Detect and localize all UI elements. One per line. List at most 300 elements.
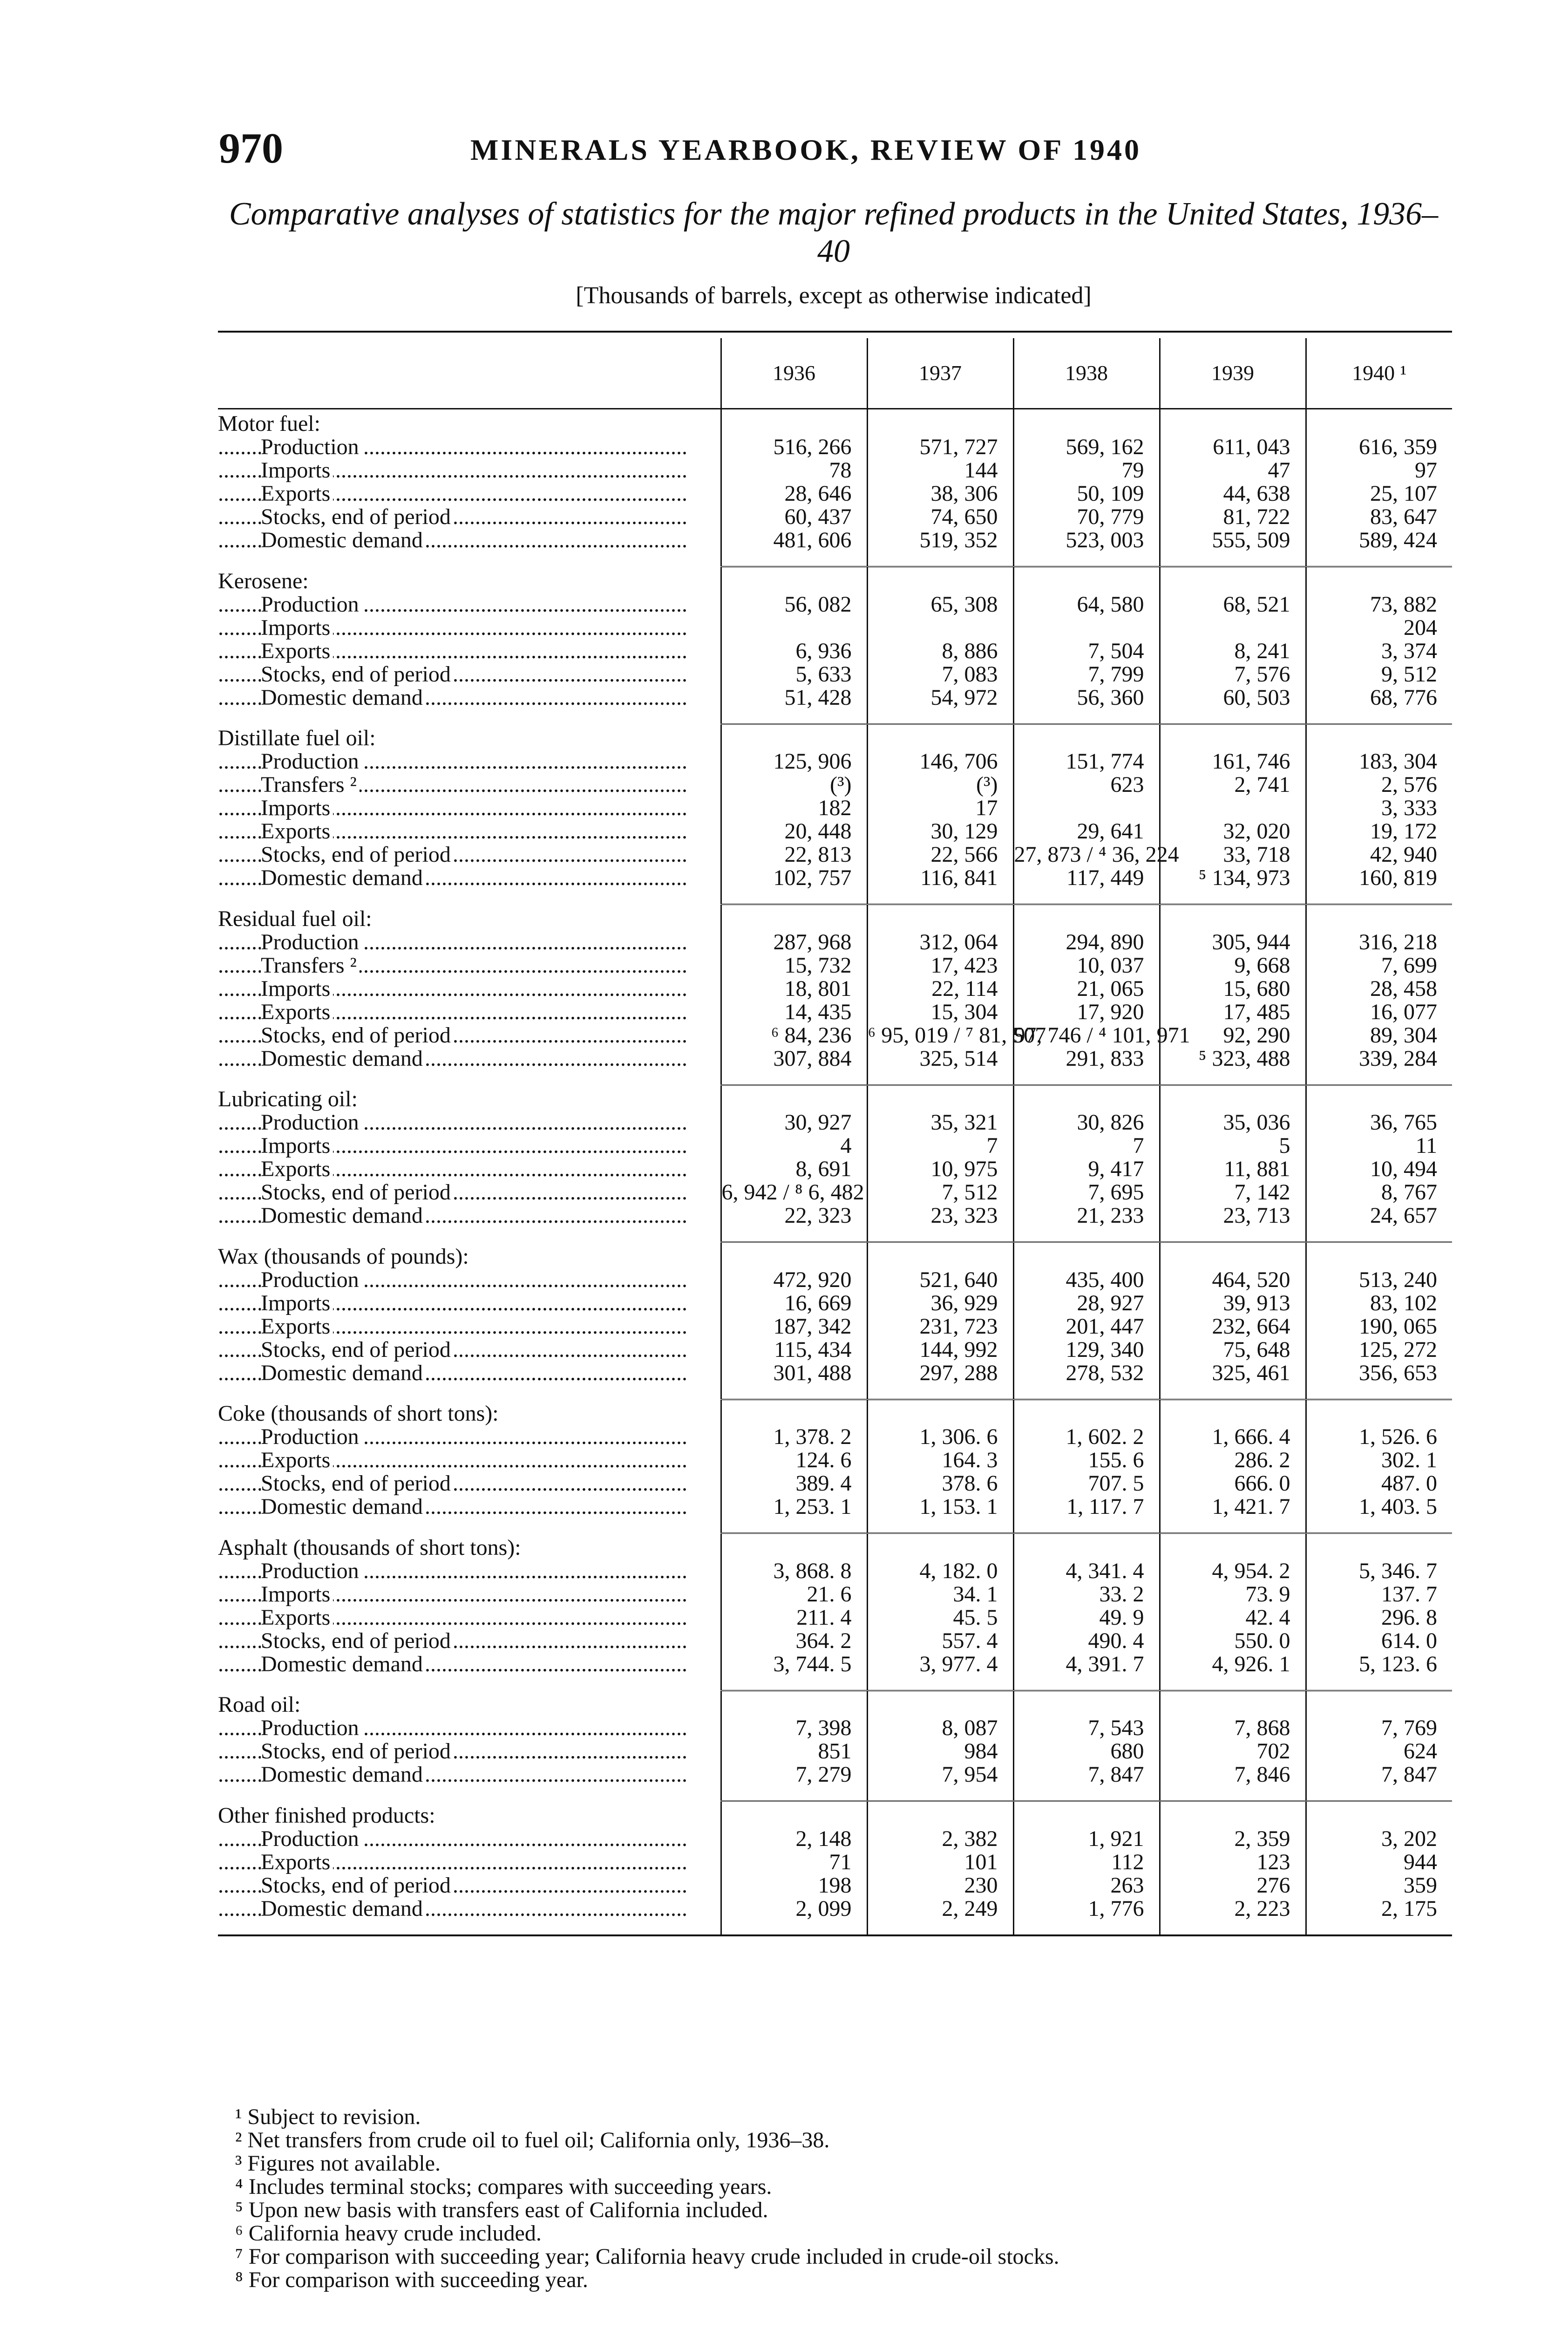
table-cell-value: 7	[867, 1134, 1013, 1158]
running-title: MINERALS YEARBOOK, REVIEW OF 1940	[470, 133, 1141, 166]
table-cell-value: 1, 602. 2	[1013, 1425, 1160, 1449]
table-cell-value	[867, 1242, 1013, 1268]
table-cell-value: 232, 664	[1160, 1315, 1306, 1338]
table-cell-value: 30, 826	[1013, 1111, 1160, 1134]
table-cell-value: 5, 123. 6	[1306, 1653, 1452, 1676]
row-label: Domestic demand	[261, 686, 426, 709]
row-label: Domestic demand	[261, 1204, 426, 1227]
table-cell-value: 472, 920	[721, 1268, 867, 1292]
table-row	[218, 1425, 1452, 1449]
table-cell-value: 36, 929	[867, 1292, 1013, 1315]
table-cell-value: 702	[1160, 1740, 1306, 1763]
table-cell-value: 24, 657	[1306, 1204, 1452, 1227]
table-cell-value	[867, 552, 1013, 567]
table-cell-value: 297, 288	[867, 1362, 1013, 1385]
table-cell-value	[1306, 1399, 1452, 1425]
table-cell-value: 1, 306. 6	[867, 1425, 1013, 1449]
table-cell-value: 623	[1013, 773, 1160, 797]
table-cell-value	[1160, 1533, 1306, 1559]
table-cell-value: 5, 633	[721, 663, 867, 686]
table-cell-value: 1, 666. 4	[1160, 1425, 1306, 1449]
row-label: Stocks, end of period	[261, 1024, 454, 1047]
table-cell-value: 7, 954	[867, 1763, 1013, 1786]
table-row	[218, 1024, 1452, 1047]
table-cell-value: 1, 117. 7	[1013, 1495, 1160, 1519]
table-cell-value: 183, 304	[1306, 750, 1452, 773]
table-cell-value: 38, 306	[867, 482, 1013, 505]
table-cell-value: 316, 218	[1306, 931, 1452, 954]
table-cell-value: 2, 249	[867, 1897, 1013, 1920]
table-cell-value: 137. 7	[1306, 1583, 1452, 1606]
table-cell-value: 4, 954. 2	[1160, 1559, 1306, 1583]
row-label: Exports	[261, 1851, 333, 1874]
table-cell-value	[867, 724, 1013, 750]
table-cell-value	[867, 709, 1013, 724]
table-cell-value: 22, 813	[721, 843, 867, 866]
footnote: ⁸ For comparison with succeeding year.	[235, 2268, 588, 2292]
table-cell-value	[721, 1242, 867, 1268]
table-cell-value: 3, 868. 8	[721, 1559, 867, 1583]
table-cell-value	[721, 1533, 867, 1559]
table-cell-value	[721, 1399, 867, 1425]
row-label: Imports	[261, 616, 333, 640]
row-label: Stocks, end of period	[261, 663, 454, 686]
table-cell-value: 16, 077	[1306, 1001, 1452, 1024]
table-cell-value: 97, 746 / ⁴ 101, 971	[1014, 1022, 1190, 1048]
table-row	[218, 1338, 1452, 1362]
footnotes	[235, 2105, 1446, 2292]
table-cell-value	[1160, 552, 1306, 567]
table-cell-value: 3, 744. 5	[721, 1653, 867, 1676]
footnote: ⁶ California heavy crude included.	[235, 2221, 542, 2246]
table-cell-value	[1160, 1242, 1306, 1268]
table-cell-value: 68, 521	[1160, 593, 1306, 616]
table-cell-value: 7, 769	[1306, 1716, 1452, 1740]
section-heading-row	[218, 905, 1452, 931]
table-cell-value: 307, 884	[721, 1047, 867, 1070]
table-cell-value: 75, 648	[1160, 1338, 1306, 1362]
table-row	[218, 1134, 1452, 1158]
table-cell-value	[721, 905, 867, 931]
table-cell-value: 124. 6	[721, 1449, 867, 1472]
table-row	[218, 1716, 1452, 1740]
table-cell-value	[867, 1801, 1013, 1827]
table-cell-value	[1306, 1920, 1452, 1935]
table-cell-value	[1160, 797, 1306, 820]
table-row	[218, 593, 1452, 616]
table-cell-value: 42, 940	[1306, 843, 1452, 866]
table-cell-value: 2, 223	[1160, 1897, 1306, 1920]
column-header-year: 1937	[867, 338, 1013, 409]
table-row	[218, 1362, 1452, 1385]
table-cell-value: 201, 447	[1013, 1315, 1160, 1338]
table-cell-value: 21, 065	[1013, 977, 1160, 1001]
table-row	[218, 529, 1452, 552]
table-cell-value: 680	[1013, 1740, 1160, 1763]
table-row	[218, 1495, 1452, 1519]
table-cell-value	[867, 1519, 1013, 1533]
table-cell-value: 73. 9	[1160, 1583, 1306, 1606]
table-cell-value: 102, 757	[721, 866, 867, 890]
table-cell-value	[1013, 1801, 1160, 1827]
table-cell-value: 144	[867, 459, 1013, 482]
table-cell-value: 21, 233	[1013, 1204, 1160, 1227]
table-row	[218, 1181, 1452, 1204]
row-label: Stocks, end of period	[261, 1629, 454, 1653]
row-label: Exports	[261, 1001, 333, 1024]
section-heading: Motor fuel:	[218, 411, 320, 436]
row-label: Domestic demand	[261, 1897, 426, 1920]
row-label: Transfers ²	[261, 773, 360, 797]
table-cell-value	[1160, 1801, 1306, 1827]
table-cell-value: 33, 718	[1160, 843, 1306, 866]
table-cell-value: 44, 638	[1160, 482, 1306, 505]
table-cell-value: 30, 129	[867, 820, 1013, 843]
table-cell-value: 65, 308	[867, 593, 1013, 616]
table-cell-value: 490. 4	[1013, 1629, 1160, 1653]
table-cell-value	[1306, 1786, 1452, 1801]
table-cell-value: 198	[721, 1874, 867, 1897]
table-cell-value	[867, 1533, 1013, 1559]
table-cell-value	[1306, 890, 1452, 905]
table-cell-value: 230	[867, 1874, 1013, 1897]
table-cell-value: 7, 576	[1160, 663, 1306, 686]
table-cell-value: 464, 520	[1160, 1268, 1306, 1292]
table-cell-value: 984	[867, 1740, 1013, 1763]
table-cell-value	[1306, 905, 1452, 931]
table-cell-value	[1013, 1085, 1160, 1111]
table-cell-value: 83, 102	[1306, 1292, 1452, 1315]
table-cell-value: 19, 172	[1306, 820, 1452, 843]
table-cell-value	[721, 552, 867, 567]
table-cell-value: 9, 417	[1013, 1158, 1160, 1181]
table-cell-value: 4, 926. 1	[1160, 1653, 1306, 1676]
table-cell-value	[1013, 616, 1160, 640]
table-row	[218, 505, 1452, 529]
table-row	[218, 1315, 1452, 1338]
section-heading: Lubricating oil:	[218, 1087, 358, 1111]
table-cell-value	[721, 1786, 867, 1801]
table-cell-value: 56, 360	[1013, 686, 1160, 709]
table-cell-value: 278, 532	[1013, 1362, 1160, 1385]
table-row	[218, 977, 1452, 1001]
table-row	[218, 750, 1452, 773]
table-row	[218, 616, 1452, 640]
table-cell-value: 589, 424	[1306, 529, 1452, 552]
table-cell-value: 112	[1013, 1851, 1160, 1874]
table-cell-value	[1160, 1085, 1306, 1111]
table-cell-value: 569, 162	[1013, 436, 1160, 459]
table-cell-value: 9, 512	[1306, 663, 1452, 686]
row-label: Domestic demand	[261, 1495, 426, 1519]
section-heading-row	[218, 1533, 1452, 1559]
table-cell-value: 164. 3	[867, 1449, 1013, 1472]
footnote: ⁴ Includes terminal stocks; compares with succeeding years.	[235, 2174, 772, 2199]
table-cell-value: 79	[1013, 459, 1160, 482]
table-cell-value: 614. 0	[1306, 1629, 1452, 1653]
table-cell-value: 29, 641	[1013, 820, 1160, 843]
table-cell-value	[867, 567, 1013, 593]
table-cell-value: 144, 992	[867, 1338, 1013, 1362]
section-heading: Road oil:	[218, 1692, 301, 1716]
table-cell-value	[867, 409, 1013, 436]
table-cell-value: 7, 083	[867, 663, 1013, 686]
table-cell-value: 7, 868	[1160, 1716, 1306, 1740]
table-cell-value: 301, 488	[721, 1362, 867, 1385]
table-cell-value: 296. 8	[1306, 1606, 1452, 1629]
row-label: Stocks, end of period	[261, 1874, 454, 1897]
section-heading-row	[218, 1690, 1452, 1716]
table-cell-value: 15, 304	[867, 1001, 1013, 1024]
table-row	[218, 843, 1452, 866]
table-cell-value: 51, 428	[721, 686, 867, 709]
table-cell-value: 8, 087	[867, 1716, 1013, 1740]
table-cell-value: 7	[1013, 1134, 1160, 1158]
section-heading: Kerosene:	[218, 568, 309, 593]
table-cell-value: 276	[1160, 1874, 1306, 1897]
table-cell-value: 263	[1013, 1874, 1160, 1897]
table-cell-value	[1013, 1227, 1160, 1242]
table-cell-value: 286. 2	[1160, 1449, 1306, 1472]
table-cell-value	[721, 724, 867, 750]
row-label: Stocks, end of period	[261, 1338, 454, 1362]
table-cell-value	[867, 1227, 1013, 1242]
table-cell-value: 4, 391. 7	[1013, 1653, 1160, 1676]
table-cell-value: 161, 746	[1160, 750, 1306, 773]
table-cell-value: 190, 065	[1306, 1315, 1452, 1338]
table-row	[218, 1472, 1452, 1495]
table-cell-value	[1013, 409, 1160, 436]
table-row	[218, 686, 1452, 709]
table-cell-value: 312, 064	[867, 931, 1013, 954]
table-cell-value: 8, 886	[867, 640, 1013, 663]
table-cell-value: 325, 514	[867, 1047, 1013, 1070]
table-cell-value: 42. 4	[1160, 1606, 1306, 1629]
table-cell-value	[721, 1920, 867, 1935]
table-cell-value: 47	[1160, 459, 1306, 482]
table-cell-value	[721, 1801, 867, 1827]
table-cell-value	[1306, 724, 1452, 750]
table-cell-value: ⁵ 134, 973	[1160, 866, 1306, 890]
row-label: Production	[261, 436, 362, 459]
table-cell-value: 89, 304	[1306, 1024, 1452, 1047]
row-label: Domestic demand	[261, 1362, 426, 1385]
table-cell-value: 616, 359	[1306, 436, 1452, 459]
table-row	[218, 1897, 1452, 1920]
table-cell-value: 364. 2	[721, 1629, 867, 1653]
table-cell-value: 516, 266	[721, 436, 867, 459]
table-cell-value	[1306, 1801, 1452, 1827]
table-cell-value	[1306, 1385, 1452, 1400]
page-header	[219, 123, 1448, 184]
table-cell-value: 116, 841	[867, 866, 1013, 890]
table-cell-value: 523, 003	[1013, 529, 1160, 552]
table-cell-value	[1306, 1085, 1452, 1111]
table-cell-value: 182	[721, 797, 867, 820]
table-cell-value: 129, 340	[1013, 1338, 1160, 1362]
table-cell-value: 27, 873 / ⁴ 36, 224	[1014, 842, 1179, 867]
table-row	[218, 1001, 1452, 1024]
table-cell-value: 7, 847	[1306, 1763, 1452, 1786]
row-label: Imports	[261, 977, 333, 1001]
section-heading-row	[218, 567, 1452, 593]
table-cell-value: 11, 881	[1160, 1158, 1306, 1181]
table-cell-value: 339, 284	[1306, 1047, 1452, 1070]
row-label: Production	[261, 1425, 362, 1449]
footnote: ⁷ For comparison with succeeding year; California heavy crude included in crude-oil stocks.	[235, 2244, 1059, 2269]
table-cell-value: 7, 142	[1160, 1181, 1306, 1204]
table-cell-value: 151, 774	[1013, 750, 1160, 773]
table-cell-value	[1160, 1385, 1306, 1400]
row-label: Production	[261, 593, 362, 616]
row-label: Exports	[261, 820, 333, 843]
table-cell-value: 155. 6	[1013, 1449, 1160, 1472]
table-cell-value: 1, 403. 5	[1306, 1495, 1452, 1519]
section-heading-row	[218, 409, 1452, 436]
table-cell-value: 22, 114	[867, 977, 1013, 1001]
table-row	[218, 640, 1452, 663]
table-cell-value: 1, 526. 6	[1306, 1425, 1452, 1449]
table-row	[218, 797, 1452, 820]
table-cell-value: 20, 448	[721, 820, 867, 843]
table-cell-value: 23, 323	[867, 1204, 1013, 1227]
table-cell-value: 555, 509	[1160, 529, 1306, 552]
row-label: Stocks, end of period	[261, 843, 454, 866]
table-cell-value: 7, 279	[721, 1763, 867, 1786]
table-cell-value: 10, 494	[1306, 1158, 1452, 1181]
table-cell-value	[1160, 1786, 1306, 1801]
table-cell-value: 5, 346. 7	[1306, 1559, 1452, 1583]
table-cell-value: 2, 741	[1160, 773, 1306, 797]
row-label: Imports	[261, 1292, 333, 1315]
table-cell-value	[867, 1070, 1013, 1085]
table-cell-value: (³)	[721, 773, 867, 797]
row-label: Production	[261, 1111, 362, 1134]
table-cell-value: 15, 680	[1160, 977, 1306, 1001]
table-cell-value: 294, 890	[1013, 931, 1160, 954]
row-label: Exports	[261, 640, 333, 663]
table-cell-value	[1160, 1519, 1306, 1533]
table-cell-value: 7, 504	[1013, 640, 1160, 663]
row-label: Stocks, end of period	[261, 1472, 454, 1495]
table-cell-value: 81, 722	[1160, 505, 1306, 529]
table-cell-value	[721, 1385, 867, 1400]
table-cell-value: 6, 942 / ⁸ 6, 482	[721, 1181, 867, 1204]
table-cell-value: 7, 398	[721, 1716, 867, 1740]
table-cell-value: 45. 5	[867, 1606, 1013, 1629]
table-cell-value: 513, 240	[1306, 1268, 1452, 1292]
table-cell-value: 35, 321	[867, 1111, 1013, 1134]
table-cell-value: 389. 4	[721, 1472, 867, 1495]
table-cell-value: 2, 382	[867, 1827, 1013, 1851]
table-cell-value: 550. 0	[1160, 1629, 1306, 1653]
table-row	[218, 1606, 1452, 1629]
table-cell-value: 160, 819	[1306, 866, 1452, 890]
table-cell-value: 7, 512	[867, 1181, 1013, 1204]
row-label: Transfers ²	[261, 954, 360, 977]
table-cell-value: 117, 449	[1013, 866, 1160, 890]
table-row	[218, 1292, 1452, 1315]
table-cell-value: 4, 341. 4	[1013, 1559, 1160, 1583]
table-cell-value: 291, 833	[1013, 1047, 1160, 1070]
table-cell-value: 521, 640	[867, 1268, 1013, 1292]
table-cell-value: 7, 847	[1013, 1763, 1160, 1786]
table-row	[218, 459, 1452, 482]
table-cell-value	[867, 1920, 1013, 1935]
table-cell-value: 68, 776	[1306, 686, 1452, 709]
table-row	[218, 1158, 1452, 1181]
table-cell-value: 435, 400	[1013, 1268, 1160, 1292]
table-cell-value: 7, 543	[1013, 1716, 1160, 1740]
table-cell-value: 325, 461	[1160, 1362, 1306, 1385]
table-cell-value: 101	[867, 1851, 1013, 1874]
table-row	[218, 820, 1452, 843]
column-header-year: 1940 ¹	[1306, 338, 1452, 409]
table-cell-value: 611, 043	[1160, 436, 1306, 459]
table-cell-value: 146, 706	[867, 750, 1013, 773]
table-cell-value	[867, 616, 1013, 640]
table-row	[218, 1827, 1452, 1851]
table-cell-value: 2, 576	[1306, 773, 1452, 797]
table-cell-value: 115, 434	[721, 1338, 867, 1362]
table-row	[218, 1740, 1452, 1763]
table-cell-value: 211. 4	[721, 1606, 867, 1629]
table-cell-value	[1013, 797, 1160, 820]
table-cell-value: 378. 6	[867, 1472, 1013, 1495]
table-cell-value	[721, 567, 867, 593]
section-heading: Asphalt (thousands of short tons):	[218, 1535, 521, 1559]
table-cell-value: 487. 0	[1306, 1472, 1452, 1495]
row-label: Exports	[261, 482, 333, 505]
table-cell-value: 624	[1306, 1740, 1452, 1763]
table-cell-value: 125, 906	[721, 750, 867, 773]
section-heading: Residual fuel oil:	[218, 906, 372, 931]
table-cell-value	[1160, 709, 1306, 724]
table-cell-value: 35, 036	[1160, 1111, 1306, 1134]
table-cell-value: 7, 846	[1160, 1763, 1306, 1786]
table-row	[218, 931, 1452, 954]
table-cell-value	[1160, 724, 1306, 750]
table-cell-value: 481, 606	[721, 529, 867, 552]
table-cell-value	[721, 709, 867, 724]
table-cell-value: 8, 241	[1160, 640, 1306, 663]
row-label: Exports	[261, 1449, 333, 1472]
page-number: 970	[219, 124, 283, 172]
row-label: Production	[261, 931, 362, 954]
table-cell-value	[721, 890, 867, 905]
table-cell-value: 3, 374	[1306, 640, 1452, 663]
table-cell-value: 39, 913	[1160, 1292, 1306, 1315]
table-row	[218, 436, 1452, 459]
table-cell-value: 30, 927	[721, 1111, 867, 1134]
table-cell-value: 22, 323	[721, 1204, 867, 1227]
table-cell-value: 8, 691	[721, 1158, 867, 1181]
statistics-table	[218, 331, 1452, 1955]
table-cell-value: 70, 779	[1013, 505, 1160, 529]
table-cell-value	[1306, 552, 1452, 567]
table-cell-value: 1, 921	[1013, 1827, 1160, 1851]
table-row	[218, 954, 1452, 977]
table-cell-value	[1306, 1242, 1452, 1268]
row-label: Stocks, end of period	[261, 505, 454, 529]
table-cell-value: 2, 359	[1160, 1827, 1306, 1851]
row-label: Domestic demand	[261, 1653, 426, 1676]
table-cell-value	[1160, 1227, 1306, 1242]
table-cell-value: 78	[721, 459, 867, 482]
table-cell-value: 7, 695	[1013, 1181, 1160, 1204]
table-cell-value	[1306, 1690, 1452, 1716]
table-cell-value: 7, 699	[1306, 954, 1452, 977]
